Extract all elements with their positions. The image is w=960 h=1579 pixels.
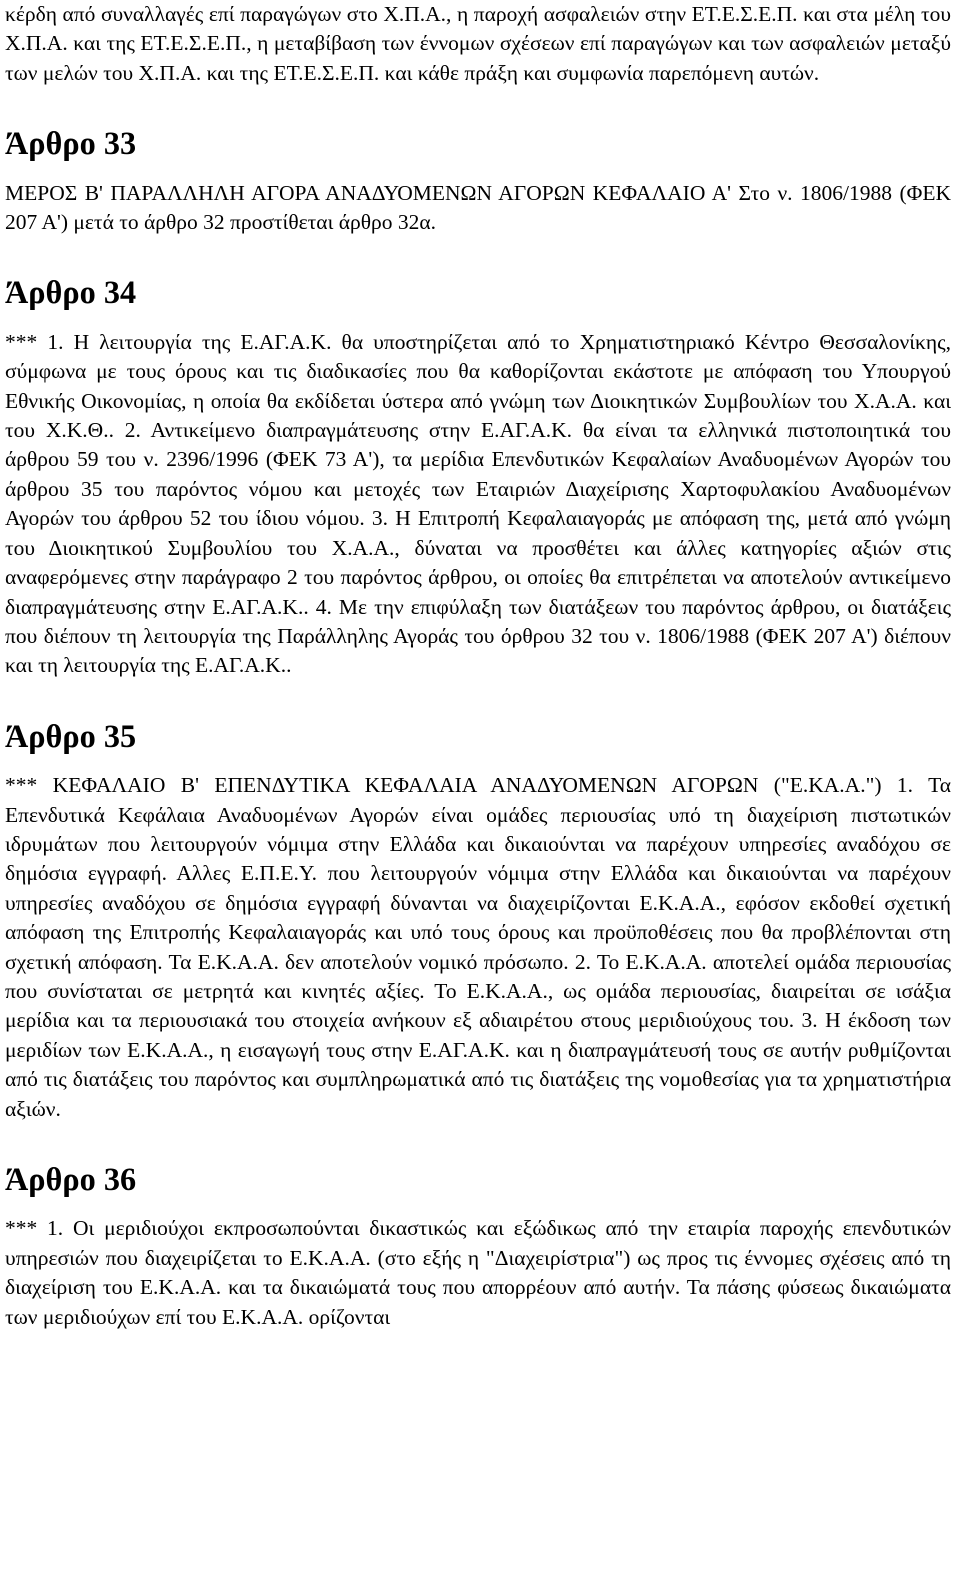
spacer — [5, 308, 951, 328]
spacer — [5, 681, 951, 722]
document-page — [5, 0, 951, 1332]
spacer — [5, 1124, 951, 1165]
article-34-heading: Άρθρο 34 — [5, 274, 137, 311]
article-35-heading: Άρθρο 35 — [5, 717, 137, 754]
article-35-body: *** ΚΕΦΑΛΑΙΟ Β' ΕΠΕΝΔΥΤΙΚΑ ΚΕΦΑΛΑΙΑ ΑΝΑΔΥΟΜΕΝΩΝ ΑΓΟΡΩΝ ("Ε.ΚΑ.Α.") 1. Τα Επενδυτικά Κεφάλαια Αναδυομένων Αγορών είναι ομάδες περιουσίας υπό τη διαχείριση πιστωτικών ιδρυμάτων που λειτουργούν νόμιμα στην Ελλάδα και δικαιούνται να παρέχουν υπηρεσίες αναδόχου σε δημόσια εγγραφή. Αλλες Ε.Π.Ε.Υ. που λειτουργούν νόμιμα στην Ελλάδα και δικαιούνται να παρέχουν υπηρεσίες αναδόχου σε δημόσια εγγραφή δύνανται να διαχειρίζονται Ε.Κ.Α.Α., εφόσον εκδοθεί σχετική απόφαση της Επιτροπής Κεφαλαιαγοράς και υπό τους όρους και προϋποθέσεις που θα προβλέπονται στη σχετική απόφαση. Τα Ε.Κ.Α.Α. δεν αποτελούν νομικό πρόσωπο. 2. Το Ε.Κ.Α.Α. αποτελεί ομάδα περιουσίας που συνίσταται σε μετρητά και κινητές αξίες. Το Ε.Κ.Α.Α., ως ομάδα περιουσίας, διαιρείται σε ισάξια μερίδια και τα περιουσιακά του στοιχεία ανήκουν εξ αδιαιρέτου στους μεριδιούχους του. 3. Η έκδοση των μεριδίων των Ε.Κ.Α.Α., η εισαγωγή τους στην Ε.ΑΓ.Α.Κ. και η διαπραγμάτευσή τους σε αυτήν ρυθμίζονται από τις διατάξεις του παρόντος και συμπληρωματικά από τις διατάξεις της νομοθεσίας για τα χρηματιστήρια αξιών. — [5, 773, 951, 1121]
spacer — [5, 1194, 951, 1214]
spacer — [5, 751, 951, 771]
spacer — [5, 159, 951, 179]
intro-paragraph: κέρδη από συναλλαγές επί παραγώγων στο Χ.Π.Α., η παροχή ασφαλειών στην ΕΤ.Ε.Σ.Ε.Π. και στα μέλη του Χ.Π.Α. και της ΕΤ.Ε.Σ.Ε.Π., η μεταβίβαση των έννομων σχέσεων επί παραγώγων και των ασφαλειών μεταξύ των μελών του Χ.Π.Α. και της ΕΤ.Ε.Σ.Ε.Π. και κάθε πράξη και συμφωνία παρεπόμενη αυτών. — [5, 2, 951, 85]
spacer — [5, 88, 951, 129]
article-33-heading: Άρθρο 33 — [5, 125, 137, 162]
article-33-body: ΜΕΡΟΣ Β' ΠΑΡΑΛΛΗΛΗ ΑΓΟΡΑ ΑΝΑΔΥΟΜΕΝΩΝ ΑΓΟΡΩΝ ΚΕΦΑΛΑΙΟ Α' Στο ν. 1806/1988 (ΦΕΚ 207 Α') μετά το άρθρο 32 προστίθεται άρθρο 32α. — [5, 180, 951, 235]
article-34-body: *** 1. Η λειτουργία της Ε.ΑΓ.Α.Κ. θα υποστηρίζεται από το Χρηματιστηριακό Κέντρο Θεσσαλονίκης, σύμφωνα με τους όρους και τις διαδικασίες που θα καθορίζονται εκάστοτε με απόφαση του Υπουργού Εθνικής Οικονομίας, η οποία θα εκδίδεται ύστερα από γνώμη των Διοικητικών Συμβουλίων του Χ.Α.Α. και του Χ.Κ.Θ.. 2. Αντικείμενο διαπραγμάτευσης στην Ε.ΑΓ.Α.Κ. θα είναι τα ελληνικά πιστοποιητικά του άρθρου 59 του ν. 2396/1996 (ΦΕΚ 73 Α'), τα μερίδια Επενδυτικών Κεφαλαίων Αναδυομένων Αγορών του άρθρου 35 του παρόντος νόμου και μετοχές των Εταιριών Διαχείρισης Χαρτοφυλακίου Αναδυομένων Αγορών του άρθρου 52 του ίδιου νόμου. 3. Η Επιτροπή Κεφαλαιαγοράς με απόφαση της, μετά από γνώμη του Διοικητικού Συμβουλίου του Χ.Α.Α., δύναται να προσθέτει και άλλες κατηγορίες αξιών στις αναφερόμενες στην παράγραφο 2 του παρόντος άρθρου, οι οποίες θα επιτρέπεται να αποτελούν αντικείμενο διαπραγμάτευσης στην Ε.ΑΓ.Α.Κ.. 4. Με την επιφύλαξη των διατάξεων του παρόντος άρθρου, οι διατάξεις που διέπουν τη λειτουργία της Παράλληλης Αγοράς του όρθρου 32 του ν. 1806/1988 (ΦΕΚ 207 Α') διέπουν και τη λειτουργία της Ε.ΑΓ.Α.Κ.. — [5, 329, 951, 678]
spacer — [5, 237, 951, 278]
article-36-body: *** 1. Οι μεριδιούχοι εκπροσωπούνται δικαστικώς και εξώδικως από την εταιρία παροχής επενδυτικών υπηρεσιών που διαχειρίζεται το Ε.Κ.Α.Α. (στο εξής η "Διαχειρίστρια") ως προς τις έννομες σχέσεις από τη διαχείριση του Ε.Κ.Α.Α. και τα δικαιώματά τους που απορρέουν από αυτήν. Τα πάσης φύσεως δικαιώματα των μεριδιούχων επί του Ε.Κ.Α.Α. ορίζονται — [5, 1216, 951, 1329]
article-36-heading: Άρθρο 36 — [5, 1161, 137, 1197]
